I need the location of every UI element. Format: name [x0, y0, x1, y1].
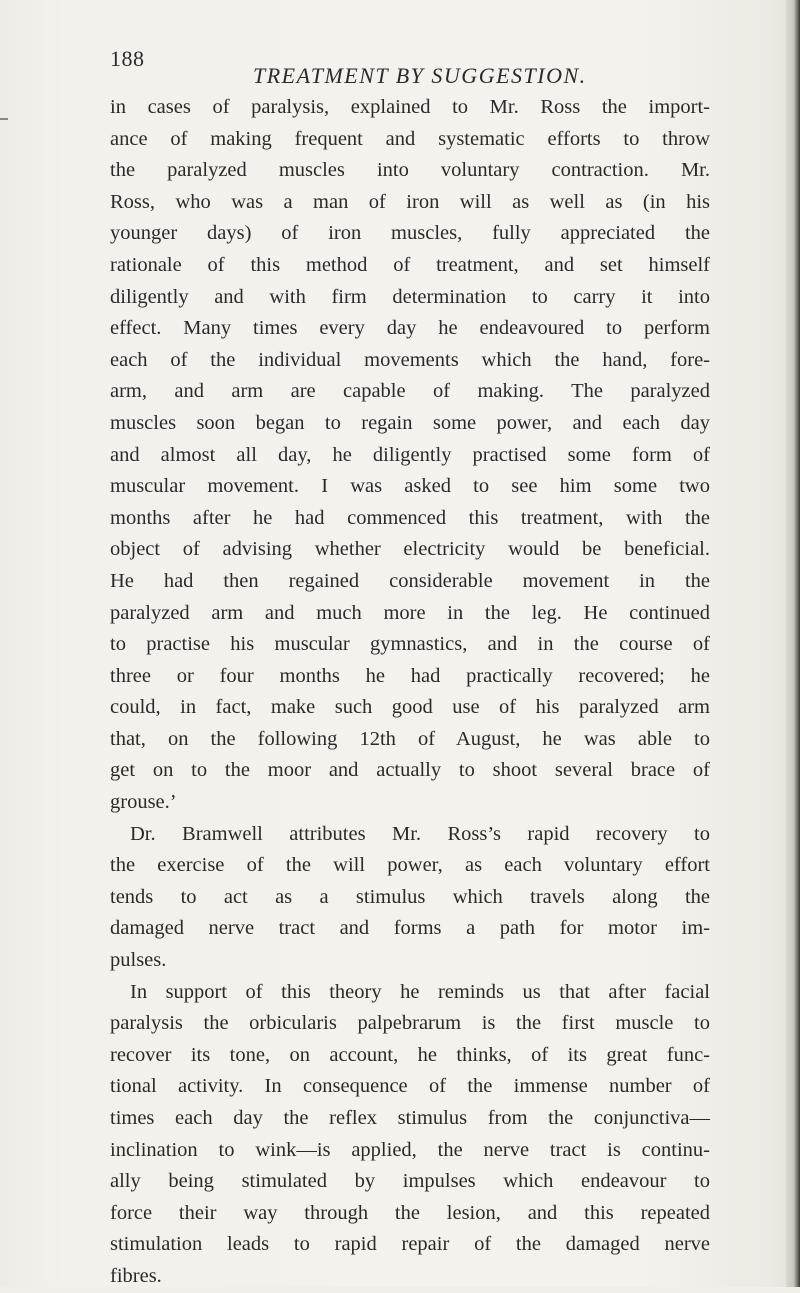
body-text — [110, 92, 710, 1293]
text-line: pulses. — [110, 949, 167, 972]
text-line: paralyzed arm and much more in the leg. He continued — [110, 601, 710, 624]
text-line: times each day the reflex stimulus from the conjunctiva— — [110, 1107, 710, 1129]
text-line: ally being stimulated by impulses which endeavour to — [110, 1170, 710, 1193]
text-line: months after he had commenced this treatment, with the — [110, 506, 710, 529]
text-line: each of the individual movements which the hand, fore- — [110, 348, 710, 371]
text-line: paralysis the orbicularis palpebrarum is the first muscle to — [110, 1012, 710, 1035]
text-line: inclination to wink—is applied, the nerve tract is continu- — [110, 1138, 710, 1161]
text-line: grouse.’ — [110, 791, 177, 814]
text-line: arm, and arm are capable of making. The paralyzed — [110, 380, 710, 403]
text-line: stimulation leads to rapid repair of the damaged nerve — [110, 1233, 710, 1256]
text-line: force their way through the lesion, and this repeated — [110, 1201, 710, 1224]
text-line: In support of this theory he reminds us that after facial — [130, 980, 710, 1003]
text-line: muscles soon began to regain some power, and each day — [110, 411, 710, 434]
text-line: Ross, who was a man of iron will as well as (in his — [110, 190, 710, 213]
text-line: in cases of paralysis, explained to Mr. Ross the import- — [110, 96, 710, 118]
text-line: three or four months he had practically recovered; he — [110, 664, 710, 687]
page-edge-shadow — [786, 0, 800, 1287]
page-header — [110, 46, 730, 86]
text-line: He had then regained considerable movement in the — [110, 569, 710, 592]
page-number: 188 — [110, 46, 145, 71]
text-line: rationale of this method of treatment, and set himself — [110, 253, 710, 276]
running-head: TREATMENT BY SUGGESTION. — [253, 63, 587, 88]
text-line: effect. Many times every day he endeavoured to perform — [110, 317, 710, 340]
text-line: to practise his muscular gymnastics, and in the course of — [110, 633, 710, 656]
text-line: and almost all day, he diligently practised some form of — [110, 443, 710, 466]
text-line: tends to act as a stimulus which travels along the — [110, 885, 710, 908]
text-line: diligently and with firm determination to carry it into — [110, 285, 710, 308]
text-line: younger days) of iron muscles, fully appreciated the — [110, 222, 710, 245]
text-line: muscular movement. I was asked to see him some two — [110, 475, 710, 498]
text-line: damaged nerve tract and forms a path for motor im- — [110, 917, 710, 940]
text-line: object of advising whether electricity would be beneficial. — [110, 538, 710, 561]
text-line: Dr. Bramwell attributes Mr. Ross’s rapid recovery to — [130, 822, 710, 845]
text-line: the exercise of the will power, as each voluntary effort — [110, 854, 710, 877]
text-line: fibres. — [110, 1264, 162, 1287]
text-line: could, in fact, make such good use of his paralyzed arm — [110, 696, 710, 719]
text-line: ance of making frequent and systematic efforts to throw — [110, 127, 710, 150]
text-line: get on to the moor and actually to shoot several brace of — [110, 759, 710, 782]
text-line: the paralyzed muscles into voluntary contraction. Mr. — [110, 159, 710, 182]
margin-mark — [0, 118, 8, 120]
text-line: recover its tone, on account, he thinks, of its great func- — [110, 1043, 710, 1066]
text-line: tional activity. In consequence of the immense number of — [110, 1075, 710, 1098]
text-line: that, on the following 12th of August, he was able to — [110, 727, 710, 750]
